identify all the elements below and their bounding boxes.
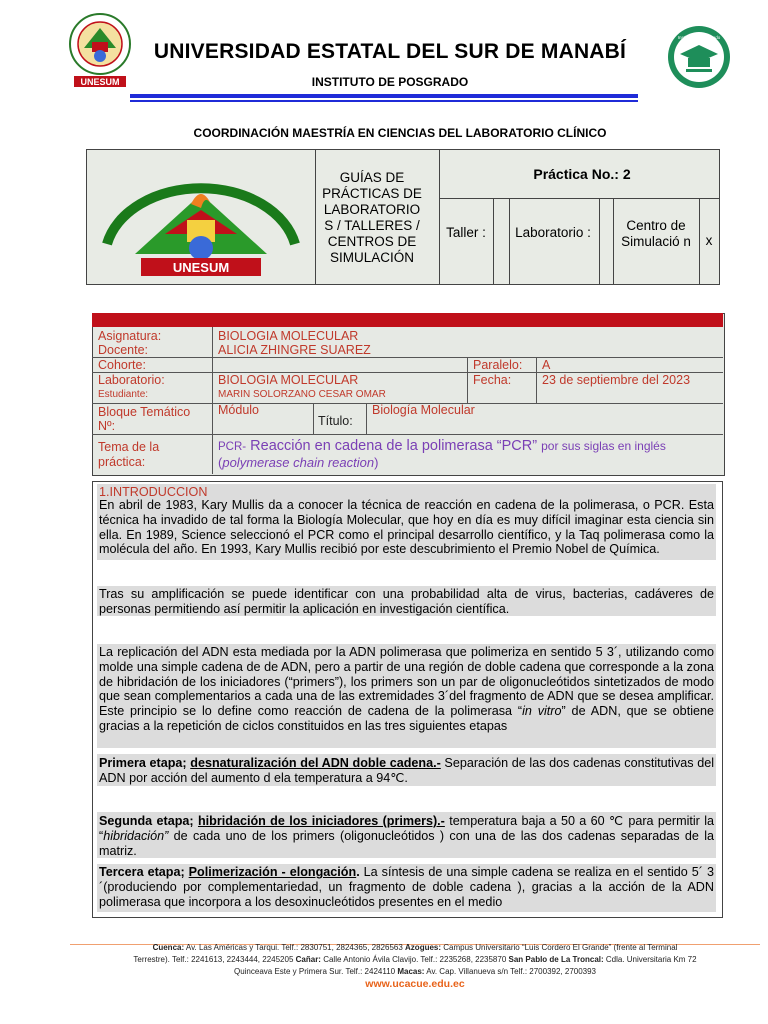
stage-2-text-b: de cada uno de los primers (oligonucleótidos ) con una de las dos cadenas separadas de la matriz. bbox=[99, 828, 714, 858]
asignatura-label: Asignatura: bbox=[98, 329, 162, 343]
laboratorio-value: BIOLOGIA MOLECULAR bbox=[218, 373, 359, 387]
col-divider bbox=[366, 403, 367, 434]
practica-number: Práctica No.: 2 bbox=[533, 166, 631, 182]
tema-main: Reacción en cadena de la polimerasa “PCR” bbox=[246, 438, 542, 454]
header-rule-thin bbox=[130, 100, 638, 102]
institute-title: INSTITUTO DE POSGRADO bbox=[311, 75, 469, 89]
laboratorio-label: Laboratorio: bbox=[98, 373, 165, 387]
footer-text: Av. Las Américas y Tarqui. Telf.: 2830751, 2824365, 2826563 bbox=[184, 943, 406, 952]
logo-left-text: UNESUM bbox=[80, 77, 120, 87]
guide-divider bbox=[613, 198, 614, 284]
footer-city-azogues: Azogues: bbox=[405, 943, 442, 952]
university-title: UNIVERSIDAD ESTATAL DEL SUR DE MANABÍ bbox=[153, 40, 627, 63]
estudiante-value: MARIN SOLORZANO CESAR OMAR bbox=[218, 389, 386, 400]
info-table-header-bar bbox=[92, 313, 723, 327]
guide-divider bbox=[509, 198, 510, 284]
titulo-label: Título: bbox=[318, 414, 353, 428]
footer-text: Campus Universitario “Luis Cordero El Grande” (frente al Terminal bbox=[441, 943, 678, 952]
stage-1-paragraph bbox=[99, 756, 714, 786]
tema-paren-close: ) bbox=[374, 455, 379, 470]
footer-text: Av. Cap. Villanueva s/n Telf.: 2700392, 2700393 bbox=[424, 967, 597, 976]
stage-3-title: Tercera etapa; bbox=[99, 865, 189, 879]
footer-text: Cdla. Universitaria Km 72 bbox=[603, 955, 697, 964]
centro-simulacion-label: Centro de Simulació n bbox=[621, 218, 691, 249]
coordination-title: COORDINACIÓN MAESTRÍA EN CIENCIAS DEL LABORATORIO CLÍNICO bbox=[193, 126, 607, 140]
titulo-value: Biología Molecular bbox=[372, 403, 475, 417]
fecha-value: 23 de septiembre del 2023 bbox=[542, 373, 691, 387]
taller-label: Taller : bbox=[446, 225, 486, 240]
col-divider bbox=[467, 357, 468, 403]
footer-city-cuenca: Cuenca: bbox=[152, 943, 185, 952]
stage-3-text: La síntesis de una simple cadena se realiza en el sentido 5´ 3´(produciendo por complementariedad, un fragmento de doble cadena ), gracias a la acción de la ADN polimerasa que incorpora a los desoxinucleótidos presentes en el medio bbox=[99, 865, 714, 909]
laboratorio-option-label: Laboratorio : bbox=[515, 225, 591, 240]
tema-value bbox=[218, 438, 716, 471]
guide-divider bbox=[439, 150, 440, 284]
stage-2-paragraph bbox=[99, 814, 714, 858]
tema-siglas: por sus siglas en inglés bbox=[541, 439, 666, 453]
guide-divider bbox=[493, 198, 494, 284]
col-divider bbox=[313, 403, 314, 434]
tema-italic: polymerase chain reaction bbox=[222, 455, 375, 470]
footer-text: Calle Antonio Ávila Clavijo. Telf.: 2235268, 2235870 bbox=[320, 955, 509, 964]
footer-line-1 bbox=[70, 942, 760, 954]
paralelo-label: Paralelo: bbox=[473, 358, 523, 372]
introduccion-heading: 1.INTRODUCCION bbox=[99, 485, 208, 499]
tema-pcr: PCR- bbox=[218, 441, 247, 453]
stage-1-text: Separación de las dos cadenas constitutivas del ADN por acción del aumento d ela temperatura a 94℃. bbox=[99, 756, 715, 785]
guias-label: GUÍAS DE PRÁCTICAS DE LABORATORIO S / TALLERES / CENTROS DE SIMULACIÓN bbox=[322, 170, 422, 265]
row-divider bbox=[92, 434, 723, 435]
emblem-text: UNESUM bbox=[172, 260, 230, 275]
docente-value: ALICIA ZHINGRE SUAREZ bbox=[218, 343, 371, 357]
estudiante-label: Estudiante: bbox=[98, 389, 149, 400]
p3-part-a: La replicación del ADN esta mediada por la ADN polimerasa que polimeriza en sentido 5 3´, utilizando como molde una simple cadena de de ADN, pero a partir de una región de doble cadena que corresponde a la zona de hibridación de los iniciadores (“primers”), los primers son un par de oligonucleótidos sintetizados de modo que sean complementarios a cada una de las extremidades 3´del fragmento de ADN que se desea amplificar. Este principio se lo define como reacción de cadena de la polimerasa “ bbox=[99, 645, 714, 719]
header-rule-thick bbox=[130, 94, 638, 98]
fecha-label: Fecha: bbox=[473, 373, 512, 387]
university-seal-logo bbox=[68, 12, 132, 90]
tema-label: Tema de la práctica: bbox=[98, 440, 160, 469]
guide-divider bbox=[599, 198, 600, 284]
stage-3-dot: . bbox=[356, 865, 360, 879]
paralelo-value: A bbox=[542, 358, 551, 372]
col-divider bbox=[536, 357, 537, 403]
col-divider bbox=[212, 327, 213, 474]
intro-paragraph-2: Tras su amplificación se puede identificar con una probabilidad alta de virus, bacterias, cadáveres de personas permitiendo así permitir la aplicación en investigación científica. bbox=[99, 587, 714, 616]
footer-addresses bbox=[70, 942, 760, 978]
stage-1-title: Primera etapa; bbox=[99, 756, 191, 770]
stage-3-name: Polimerización - elongación bbox=[188, 865, 357, 879]
bloque-tematico-label: Bloque Temático Nº: bbox=[98, 405, 191, 433]
footer-text: Terrestre). Telf.: 2241613, 2243444, 2245205 bbox=[133, 955, 296, 964]
footer-text: Quinceava Este y Primera Sur. Telf.: 2424110 bbox=[233, 967, 398, 976]
logo-right-text: Instituto de Posgrado bbox=[677, 35, 721, 40]
intro-paragraph-1: En abril de 1983, Kary Mullis da a conocer la técnica de reacción en cadena de la polimerasa, o PCR. Esta técnica ha invadido de tal forma la Biología Molecular, que hoy en día es muy difícil imaginar esta ciencia sin ella. En 1989, Science seleccionó el PCR como el principal desarrollo científico, y la Taq polimerasa como la molécula del año. En 1993, Kary Mullis recibió por este descubrimiento el Premio Nobel de Química. bbox=[99, 498, 714, 557]
posgrado-logo bbox=[666, 24, 732, 90]
p3-part-b: ” de ADN, que se obtiene gracias a la repetición de ciclos constituidos en las tres siguientes etapas bbox=[99, 704, 714, 733]
docente-label: Docente: bbox=[98, 343, 149, 357]
stage-1-name: desnaturalización del ADN doble cadena.- bbox=[190, 756, 441, 770]
tema-paren-open: ( bbox=[218, 455, 223, 470]
cohorte-label: Cohorte: bbox=[98, 358, 146, 372]
footer-city-macas: Macas: bbox=[397, 967, 425, 976]
website-link[interactable]: www.ucacue.edu.ec bbox=[365, 978, 465, 990]
stage-2-italic: hibridación” bbox=[103, 828, 169, 843]
row-divider bbox=[92, 357, 723, 358]
unesum-emblem bbox=[95, 164, 307, 280]
guide-row-divider bbox=[439, 198, 719, 199]
footer-line-2 bbox=[70, 954, 760, 966]
footer-city-troncal: San Pablo de La Troncal: bbox=[508, 955, 604, 964]
selected-mark: x bbox=[705, 233, 713, 248]
stage-2-title: Segunda etapa; bbox=[99, 814, 198, 828]
asignatura-value: BIOLOGIA MOLECULAR bbox=[218, 329, 359, 343]
stage-3-paragraph bbox=[99, 865, 714, 909]
modulo-label: Módulo bbox=[218, 403, 259, 417]
intro-paragraph-3 bbox=[99, 645, 714, 734]
footer-line-3 bbox=[70, 966, 760, 978]
p3-italic: in vitro bbox=[522, 704, 562, 719]
stage-2-name: hibridación de los iniciadores (primers).- bbox=[197, 814, 445, 828]
stage-2-text-a: temperatura baja a 50 a 60 ℃ para permitir la “ bbox=[99, 814, 715, 843]
guide-divider bbox=[315, 150, 316, 284]
footer-city-canar: Cañar: bbox=[295, 955, 321, 964]
